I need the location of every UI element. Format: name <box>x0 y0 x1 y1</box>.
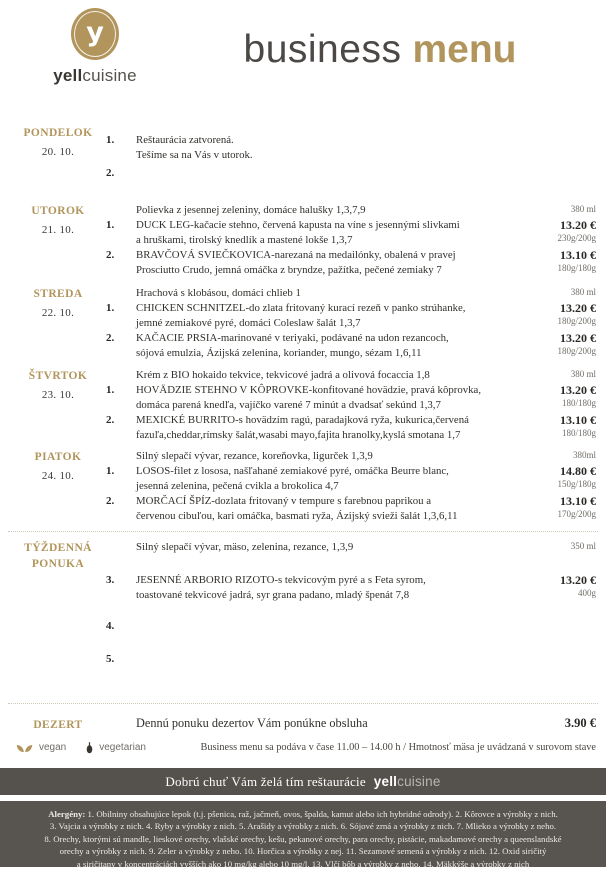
item-price-col <box>504 464 596 494</box>
day-name: STREDA <box>33 288 83 300</box>
menu-row <box>106 331 596 361</box>
item-price-col <box>504 166 596 181</box>
item-price-col <box>504 248 596 278</box>
item-text <box>136 449 504 464</box>
day-col <box>10 125 106 181</box>
menu-row <box>106 286 596 301</box>
menu-row <box>106 383 596 413</box>
menu-row <box>106 540 596 555</box>
item-price-col <box>504 573 596 603</box>
item-text-line: Polievka z jesennej zeleniny, domáce halušky 1,3,7,9 <box>136 204 366 216</box>
allergens-panel <box>0 801 606 867</box>
day-col <box>10 203 106 278</box>
item-price: 13.10 € <box>560 413 596 427</box>
dessert-price: 3.90 € <box>564 716 596 730</box>
item-number <box>106 286 136 301</box>
day-content <box>106 368 596 443</box>
day-section <box>10 540 596 667</box>
serving-note: Business menu sa podáva v čase 11.00 – 14.00 h / Hmotnosť mäsa je uvádzaná v surovom stave <box>200 742 596 753</box>
portion-size: 380 ml <box>570 204 596 214</box>
item-text <box>136 133 504 163</box>
day-date: 21. 10. <box>41 224 75 236</box>
day-section <box>10 449 596 524</box>
item-text-line: jesenná zelenina, pečená cvikla a brokolica 4,7 <box>136 480 339 492</box>
brand-wordmark <box>53 66 136 86</box>
item-price: 13.10 € <box>560 494 596 508</box>
item-price-col <box>504 619 596 634</box>
item-text-line: domáca parená knedľa, vajíčko varené 7 minút a dvadsať sekúnd 1,3,7 <box>136 399 441 411</box>
item-weight: 400g <box>578 588 596 598</box>
day-date: 22. 10. <box>41 307 75 319</box>
vegetarian-icon <box>86 741 93 754</box>
item-text-line: Prosciutto Crudo, jemná omáčka z bryndze, pažítka, pečené zemiaky 7 <box>136 264 442 276</box>
item-text-line: CHICKEN SCHNITZEL-do zlata fritovaný kurací rezeň v panko strúhanke, <box>136 302 466 314</box>
vegetarian-label: vegetarian <box>99 742 146 753</box>
item-price-col <box>504 218 596 248</box>
menu-row <box>106 449 596 464</box>
item-number: 3. <box>106 574 115 586</box>
portion-size: 380 ml <box>570 287 596 297</box>
item-number: 4. <box>106 620 115 632</box>
page-title <box>190 0 606 100</box>
menu-row <box>106 464 596 494</box>
footer-bar <box>0 768 606 795</box>
item-text-line: HOVÄDZIE STEHNO V KÔPROVKE-konfitované hovädzie, pravá kôprovka, <box>136 384 482 396</box>
day-content <box>106 286 596 361</box>
item-text-line: LOSOS-filet z lososa, našľahané zemiakové pyré, omáčka Beurre blanc, <box>136 465 449 477</box>
item-text <box>136 301 504 331</box>
day-date: 20. 10. <box>41 146 75 158</box>
item-price: 13.20 € <box>560 218 596 232</box>
item-number <box>106 540 136 555</box>
menu-row <box>106 619 596 634</box>
item-text <box>136 248 504 278</box>
item-price: 13.20 € <box>560 301 596 315</box>
item-weight: 170g/200g <box>557 509 596 519</box>
day-col <box>10 368 106 443</box>
page-title-word1: business <box>243 28 402 71</box>
menu-row <box>106 652 596 667</box>
day-content <box>106 449 596 524</box>
item-text-line: MORČACÍ ŠPÍZ-dozlata fritovaný v tempure s farebnou paprikou a <box>136 495 432 507</box>
menu-row <box>106 218 596 248</box>
item-price-col <box>504 449 596 464</box>
portion-size: 380 ml <box>570 369 596 379</box>
item-number: 2. <box>106 249 115 261</box>
item-text-line: červenou cibuľou, kari omáčka, basmati ryža, Ázijský svieži šalát 1,3,6,11 <box>136 510 458 522</box>
separator <box>8 531 598 532</box>
item-price-col <box>504 203 596 218</box>
item-text-line: BRAVČOVÁ SVIEČKOVICA-narezaná na medailónky, obalená v pravej <box>136 249 456 261</box>
day-content <box>106 540 596 667</box>
item-text-line: a hruškami, tirolský knedlík a mastené lokše 1,3,7 <box>136 234 353 246</box>
item-text <box>136 166 504 181</box>
item-text <box>136 203 504 218</box>
item-text <box>136 652 504 667</box>
item-text-line: Hrachová s klobásou, domáci chlieb 1 <box>136 287 301 299</box>
dessert-section <box>10 716 596 733</box>
item-text <box>136 286 504 301</box>
item-weight: 180/180g <box>561 428 596 438</box>
item-number: 1. <box>106 134 115 146</box>
allergens-line: 8. Orechy, ktorými sú mandle, lieskové orechy, vlašské orechy, kešu, pekanové orechy, para orechy, pistácie, makadamové orechy a queenslandské <box>44 833 562 844</box>
menu-row <box>106 573 596 603</box>
item-number <box>106 449 136 464</box>
item-text <box>136 331 504 361</box>
menu-row <box>106 368 596 383</box>
item-price-col <box>504 413 596 443</box>
item-weight: 150g/180g <box>557 479 596 489</box>
item-price-col <box>504 383 596 413</box>
item-text <box>136 383 504 413</box>
menu-row <box>106 248 596 278</box>
item-text-line: Tešíme sa na Vás v utorok. <box>136 149 253 161</box>
menu-row <box>106 133 596 163</box>
item-text <box>136 368 504 383</box>
dessert-title: DEZERT <box>33 719 83 731</box>
item-number: 5. <box>106 653 115 665</box>
item-text-line: jemné zemiakové pyré, domáci Coleslaw šalát 1,3,7 <box>136 317 361 329</box>
item-number: 2. <box>106 414 115 426</box>
footer-brand-bold: yell <box>373 774 398 789</box>
item-text-line: Krém z BIO hokaido tekvice, tekvicové jadrá a olivová focaccia 1,8 <box>136 369 430 381</box>
item-text <box>136 573 504 603</box>
portion-size: 350 ml <box>570 541 596 551</box>
logo-monogram: y <box>86 17 104 48</box>
item-price: 13.20 € <box>560 573 596 587</box>
item-text-line: fazuľa,cheddar,rímsky šalát,wasabi mayo,fajita hranolky,kyslá smotana 1,7 <box>136 429 461 441</box>
footer-brand-light: cuisine <box>397 774 441 789</box>
dessert-title-col <box>10 716 106 733</box>
allergens-line: a siričitany v koncentráciách vyšších ako 10 mg/kg alebo 10 mg/l. 13. Vlčí bôb a výrobky z neho. 14. Mäkkýše a výrobky z nich <box>76 858 530 869</box>
menu-row <box>106 166 596 181</box>
brand-wordmark-bold: yell <box>53 66 83 85</box>
allergens-line: orechy a výrobky z nich. 9. Zeler a výrobky z neho. 10. Horčica a výrobky z nej. 11. Sezamové semená a výrobky z nich. 12. Oxid siričitý <box>59 846 547 857</box>
item-weight: 180/180g <box>561 398 596 408</box>
item-number: 1. <box>106 384 115 396</box>
item-number: 1. <box>106 465 115 477</box>
item-number <box>106 203 136 218</box>
day-name: PIATOK <box>34 451 82 463</box>
day-date: 23. 10. <box>41 389 75 401</box>
item-price-col <box>504 494 596 524</box>
item-number: 1. <box>106 219 115 231</box>
item-text <box>136 494 504 524</box>
item-weight: 230g/200g <box>557 233 596 243</box>
item-weight: 180g/180g <box>557 263 596 273</box>
item-number: 2. <box>106 332 115 344</box>
day-col <box>10 540 106 667</box>
item-text-line: DUCK LEG-kačacie stehno, červená kapusta na víne s jesennými slivkami <box>136 219 460 231</box>
item-number <box>106 368 136 383</box>
item-weight: 180g/200g <box>557 316 596 326</box>
item-price-col <box>504 331 596 361</box>
day-date: 24. 10. <box>41 470 75 482</box>
allergens-line: Alergény: 1. Obilniny obsahujúce lepok (t.j. pšenica, raž, jačmeň, ovos, špalda, kamut alebo ich hybridné odrody). 2. Kôrovce a výrobky z nich. <box>48 809 558 819</box>
item-price-col <box>504 301 596 331</box>
day-section <box>10 203 596 278</box>
item-price: 14.80 € <box>560 464 596 478</box>
vegan-label: vegan <box>39 742 67 753</box>
allergens-label: Alergény: <box>48 809 86 819</box>
item-price-col <box>504 133 596 163</box>
item-price: 13.20 € <box>560 383 596 397</box>
item-text-line: Reštaurácia zatvorená. <box>136 134 234 146</box>
menu-row <box>106 301 596 331</box>
item-text-line: MEXICKÉ BURRITO-s hovädzím ragú, paradajková ryža, kukurica,červená <box>136 414 469 426</box>
day-col <box>10 286 106 361</box>
item-text <box>136 540 504 555</box>
item-number: 2. <box>106 167 115 179</box>
logo-circle <box>71 8 119 60</box>
page-title-word2: menu <box>412 28 517 71</box>
day-name: TÝŽDENNÁ PONUKA <box>24 542 92 570</box>
day-name: PONDELOK <box>23 127 93 139</box>
footer-brand <box>374 774 441 789</box>
item-text <box>136 413 504 443</box>
item-text <box>136 218 504 248</box>
day-name: UTOROK <box>31 205 85 217</box>
portion-size: 380ml <box>572 450 596 460</box>
day-col <box>10 449 106 524</box>
day-content <box>106 203 596 278</box>
footer-bar-text: Dobrú chuť Vám želá tím reštaurácie <box>165 773 366 789</box>
legend <box>16 741 146 754</box>
item-price-col <box>504 286 596 301</box>
item-price-col <box>504 652 596 667</box>
item-price-col <box>504 368 596 383</box>
header <box>0 0 606 100</box>
brand-logo <box>0 0 190 100</box>
separator <box>8 703 598 704</box>
dessert-text: Dennú ponuku dezertov Vám ponúkne obsluha <box>136 716 368 730</box>
day-section <box>10 368 596 443</box>
menu-row <box>106 413 596 443</box>
item-price-col <box>504 540 596 555</box>
allergens-line: 3. Vajcia a výrobky z nich. 4. Ryby a výrobky z nich. 5. Arašidy a výrobky z nich. 6. Sójové zrná a výrobky z nich. 7. Mlieko a výrobky z neho. <box>49 821 557 832</box>
item-number: 1. <box>106 302 115 314</box>
day-name: ŠTVRTOK <box>28 370 88 382</box>
brand-wordmark-light: cuisine <box>82 66 137 85</box>
item-text-line: JESENNÉ ARBORIO RIZOTO-s tekvicovým pyré a s Feta syrom, <box>136 574 426 586</box>
item-price: 13.10 € <box>560 248 596 262</box>
item-weight: 180g/200g <box>557 346 596 356</box>
item-text-line: sójová emulzia, Ázijská zelenina, koriander, mungo, sézam 1,6,11 <box>136 347 422 359</box>
item-text-line: KAČACIE PRSIA-marinované v teriyaki, podávané na udon rezancoch, <box>136 332 449 344</box>
item-number: 2. <box>106 495 115 507</box>
item-price: 13.20 € <box>560 331 596 345</box>
menu-row <box>106 203 596 218</box>
item-text <box>136 619 504 634</box>
menu-row <box>106 494 596 524</box>
vegan-icon <box>16 741 33 754</box>
day-section <box>10 286 596 361</box>
item-text-line: Silný slepačí vývar, mäso, zelenina, rezance, 1,3,9 <box>136 541 354 553</box>
item-text-line: Silný slepačí vývar, rezance, koreňovka, ligurček 1,3,9 <box>136 450 373 462</box>
day-content <box>106 125 596 181</box>
day-section <box>10 125 596 181</box>
item-text <box>136 464 504 494</box>
item-text-line: toastované tekvicové jadrá, syr grana padano, mladý špenát 7,8 <box>136 589 410 601</box>
legend-row <box>16 741 596 754</box>
